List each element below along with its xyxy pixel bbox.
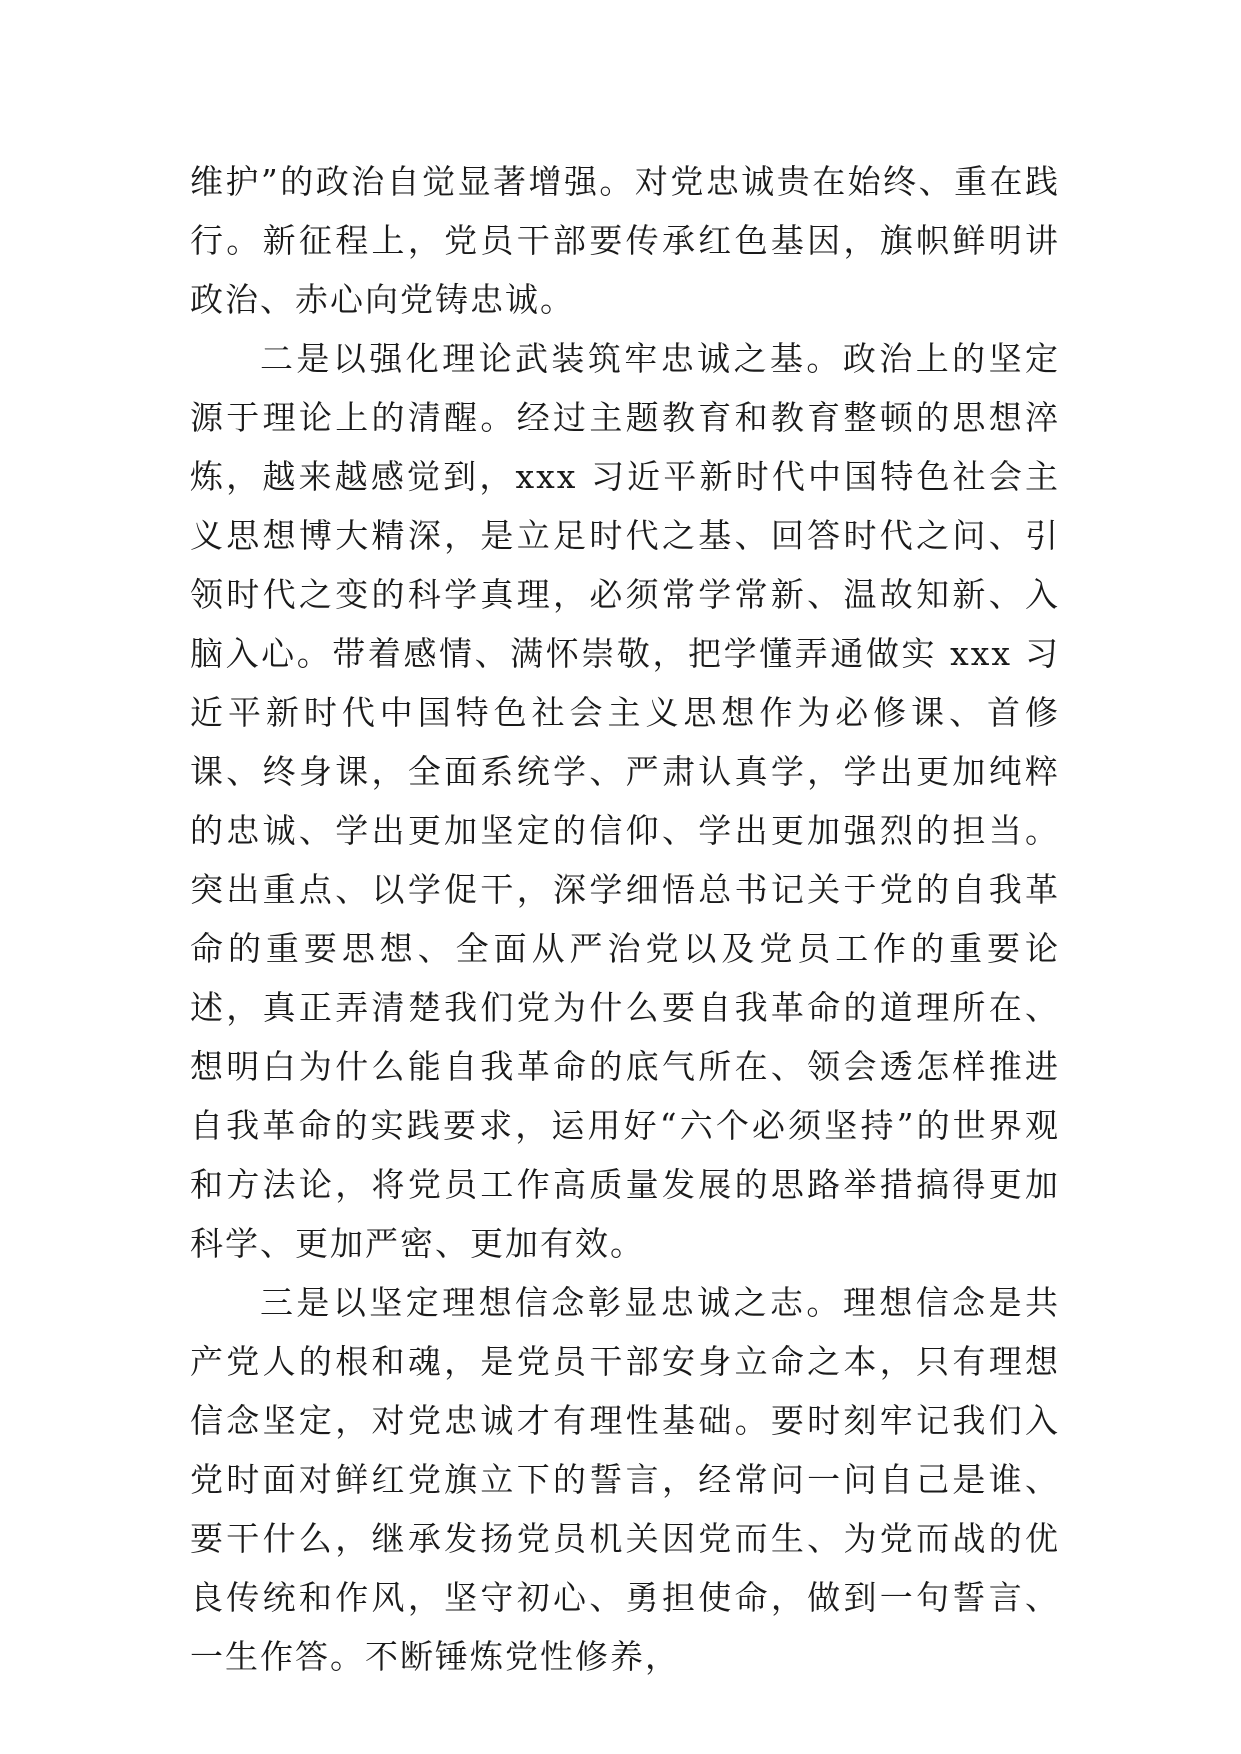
paragraph-theory-armament: 二是以强化理论武装筑牢忠诚之基。政治上的坚定源于理论上的清醒。经过主题教育和教育整顿的思想淬炼，越来越感觉到，xxx 习近平新时代中国特色社会主义思想博大精深，是立足时代之基、回答时代之问、引领时代之变的科学真理，必须常学常新、温故知新、入脑入心。带着感情、满怀崇敬，把学懂弄通做实 xxx 习近平新时代中国特色社会主义思想作为必修课、首修课、终身课，全面系统学、严肃认真学，学出更加纯粹的忠诚、学出更加坚定的信仰、学出更加强烈的担当。突出重点、以学促干，深学细悟总书记关于党的自我革命的重要思想、全面从严治党以及党员工作的重要论述，真正弄清楚我们党为什么要自我革命的道理所在、想明白为什么能自我革命的底气所在、领会透怎样推进自我革命的实践要求，运用好“六个必须坚持”的世界观和方法论，将党员工作高质量发展的思路举措搞得更加科学、更加严密、更加有效。	[190, 339, 1060, 1263]
paragraph-continuation: 维护”的政治自觉显著增强。对党忠诚贵在始终、重在践行。新征程上，党员干部要传承红色基因，旗帜鲜明讲政治、赤心向党铸忠诚。	[190, 162, 1060, 319]
document-body	[190, 152, 1060, 1686]
paragraph-ideals-beliefs: 三是以坚定理想信念彰显忠诚之志。理想信念是共产党人的根和魂，是党员干部安身立命之本，只有理想信念坚定，对党忠诚才有理性基础。要时刻牢记我们入党时面对鲜红党旗立下的誓言，经常问一问自己是谁、要干什么，继承发扬党员机关因党而生、为党而战的优良传统和作风，坚守初心、勇担使命，做到一句誓言、一生作答。不断锤炼党性修养，	[190, 1283, 1060, 1676]
